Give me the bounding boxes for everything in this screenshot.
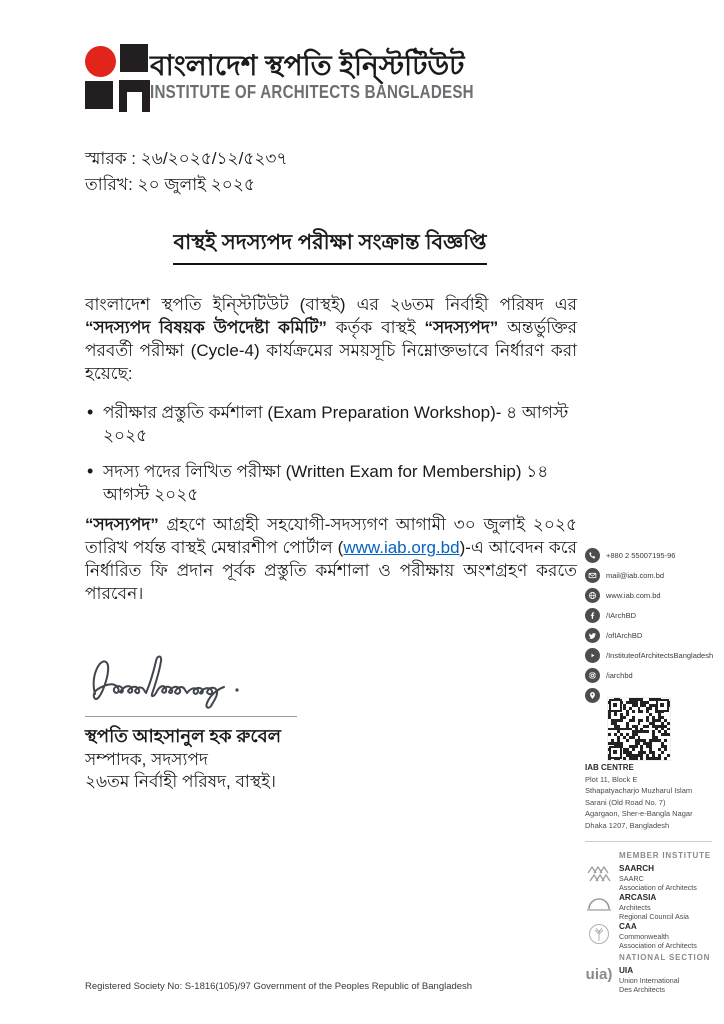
address-line: Plot 11, Block E (585, 774, 638, 784)
affiliation-saarch: SAARCH SAARC Association of Architects (585, 864, 723, 893)
saarch-abbr: SAARCH (619, 864, 655, 873)
caa-logo-icon (585, 922, 613, 951)
notice-date: তারিখ: ২০ জুলাই ২০২৫ (85, 175, 255, 194)
registration-footer: Registered Society No: S-1816(105)/97 Government of the Peoples Republic of Bangladesh (85, 981, 473, 992)
org-name-bengali: বাংলাদেশ স্থপতি ইন্স্টিটিউট (150, 50, 465, 81)
address-block (585, 762, 693, 831)
schedule-list (85, 401, 577, 519)
intro-paragraph: বাংলাদেশ স্থপতি ইন্স্টিটিউট (বাস্থই) এর ২৬তম নির্বাহী পরিষদ এর “সদস্যপদ বিষয়ক উপদেষ্টা কমিটি” কর্তৃক বাস্থই “সদস্যপদ” অন্তর্ভুক্তির পরবর্তী পরীক্ষা (Cycle-4) কার্যক্রমের সময়সূচি নিম্নোক্তভাবে নির্ধারণ করা হয়েছে: (85, 295, 577, 383)
uia-logo-icon: uia) (585, 966, 613, 983)
mail-icon (585, 568, 600, 583)
youtube-icon (585, 648, 600, 663)
signatory-name: স্থপতি আহসানুল হক রুবেল (85, 726, 282, 746)
logo-black-square-bottom (85, 81, 113, 109)
signature-divider (85, 716, 297, 717)
list-item-written-exam: • সদস্য পদের লিখিত পরীক্ষা (Written Exam for Membership) ১৪ আগস্ট ২০২৫ (85, 460, 577, 506)
website-url: www.iab.com.bd (606, 590, 661, 600)
application-paragraph: “সদস্যপদ” গ্রহণে আগ্রহী সহযোগী-সদস্যগণ আগামী ৩০ জুলাই ২০২৫ তারিখ পর্যন্ত বাস্থই মেম্বারশীপ পোর্টাল (www.iab.org.bd)-এ আবেদন করে নির্ধারিত ফি প্রদান পূর্বক প্রস্তুতি কর্মশালা ও পরীক্ষায় অংশগ্রহণ করতে পারবেন। (85, 515, 577, 603)
national-section-header: NATIONAL SECTION (619, 953, 711, 962)
qr-code (607, 697, 671, 761)
phone-icon (585, 548, 600, 563)
address-line: Agargaon, Sher-e-Bangla Nagar (585, 809, 693, 818)
contact-phone (585, 545, 723, 565)
reference-number: স্মারক : ২৬/২০২৫/১২/৫২৩৭ (85, 149, 288, 168)
contact-twitter (585, 625, 723, 645)
contact-website (585, 585, 723, 605)
logo-red-circle (85, 46, 116, 77)
contact-facebook (585, 605, 723, 625)
saarch-logo-icon (585, 864, 613, 893)
affiliation-caa: CAA Commonwealth Association of Architects (585, 922, 723, 951)
handwritten-signature (85, 648, 260, 710)
youtube-handle: /InstituteofArchitectsBangladesh (606, 650, 714, 660)
advisory-committee-bold: “সদস্যপদ বিষয়ক উপদেষ্টা কমিটি” (85, 318, 327, 337)
arcasia-abbr: ARCASIA (619, 893, 657, 902)
twitter-handle: /ofIArchBD (606, 630, 643, 640)
org-name-english: INSTITUTE OF ARCHITECTS BANGLADESH (150, 82, 474, 102)
affiliation-uia: uia) UIA Union International Des Architects (585, 966, 680, 994)
address-line: Dhaka 1207, Bangladesh (585, 820, 670, 830)
membership-bold-2: “সদস্যপদ” (85, 515, 159, 534)
instagram-icon (585, 668, 600, 683)
uia-abbr: UIA (619, 966, 634, 975)
location-pin-icon (585, 688, 600, 703)
contact-sidebar (585, 545, 723, 705)
membership-portal-link[interactable]: www.iab.org.bd (343, 538, 460, 557)
logo-black-square-top (120, 44, 148, 72)
affiliation-arcasia: ARCASIA Architects Regional Council Asia (585, 893, 723, 922)
member-institute-header: MEMBER INSTITUTE (619, 851, 711, 860)
address-title: IAB CENTRE (585, 763, 634, 772)
signatory-council: ২৬তম নির্বাহী পরিষদ, বাস্থই। (85, 772, 277, 791)
facebook-icon (585, 608, 600, 623)
globe-icon (585, 588, 600, 603)
twitter-icon (585, 628, 600, 643)
notice-title: বাস্থই সদস্যপদ পরীক্ষা সংক্রান্ত বিজ্ঞপ্তি (173, 226, 486, 265)
email-address: mail@iab.com.bd (606, 570, 665, 580)
iab-logo-icon (85, 43, 157, 111)
contact-instagram (585, 665, 723, 685)
caa-abbr: CAA (619, 922, 637, 931)
signatory-role: সম্পাদক, সদস্যপদ (85, 750, 208, 769)
instagram-handle: /iarchbd (606, 670, 633, 680)
facebook-handle: /IArchBD (606, 610, 637, 620)
arcasia-logo-icon (585, 893, 613, 922)
membership-bold: “সদস্যপদ” (424, 318, 499, 337)
address-line: Sarani (Old Road No. 7) (585, 797, 666, 807)
sidebar-divider (585, 841, 712, 842)
contact-email (585, 565, 723, 585)
contact-youtube (585, 645, 723, 665)
list-item-exam-workshop: • পরীক্ষার প্রস্তুতি কর্মশালা (Exam Preparation Workshop)- ৪ আগস্ট ২০২৫ (85, 401, 577, 447)
phone-number: +880 2 55007195-96 (606, 550, 676, 560)
logo-table-shape (119, 80, 150, 92)
address-line: Sthapatyacharjo Muzharul Islam (585, 786, 693, 795)
